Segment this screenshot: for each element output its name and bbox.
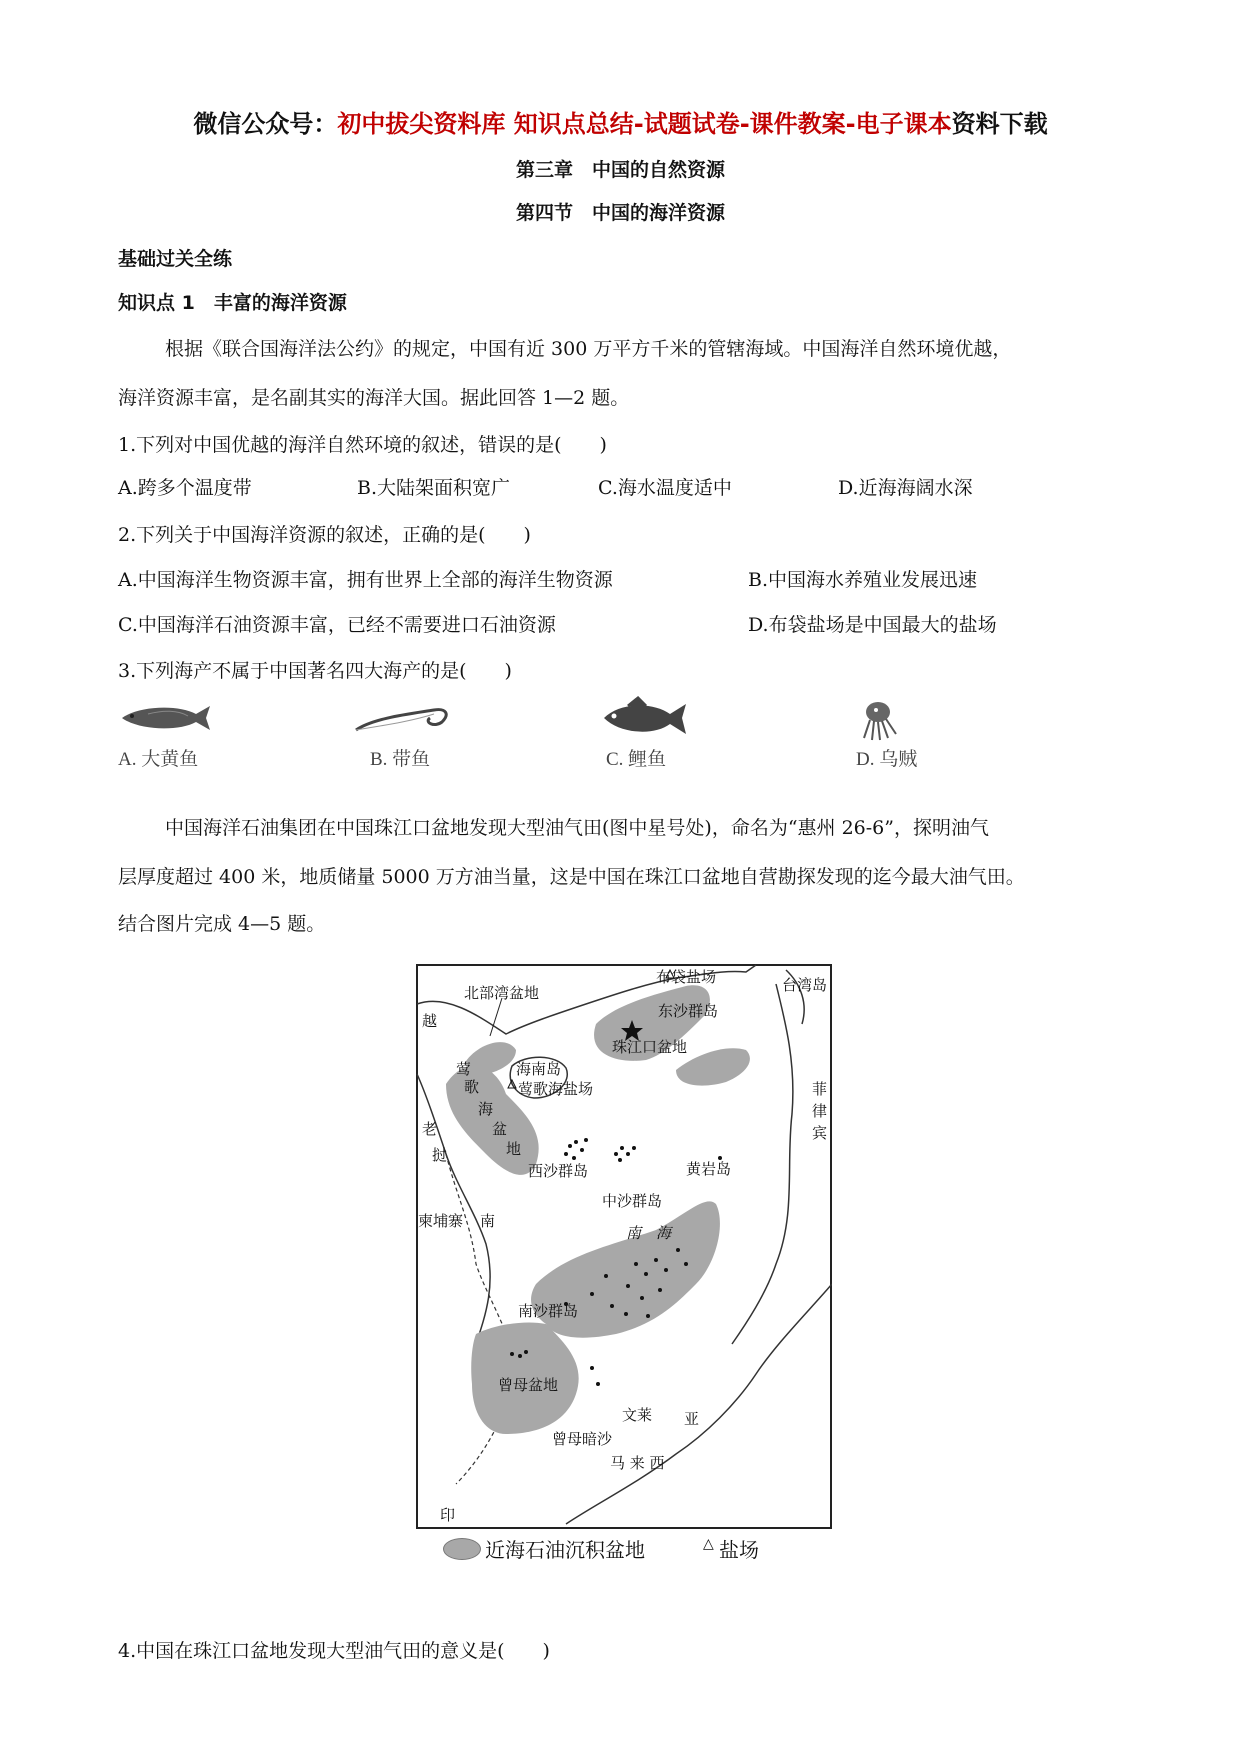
q3-option-a: A. 大黄鱼: [118, 749, 199, 770]
label-zengmuansha: 曾母暗沙: [552, 1430, 613, 1448]
q1-option-a: A.跨多个温度带: [118, 477, 252, 499]
label-xisha: 西沙群岛: [528, 1162, 589, 1180]
q2-option-b: B.中国海水养殖业发展迅速: [748, 569, 978, 591]
q2-option-d: D.布袋盐场是中国最大的盐场: [748, 614, 997, 636]
q3-option-c: C. 鲤鱼: [606, 749, 667, 770]
q2-option-a: A.中国海洋生物资源丰富，拥有世界上全部的海洋生物资源: [118, 569, 613, 591]
q2-stem: 2.下列关于中国海洋资源的叙述，正确的是( ): [118, 524, 531, 546]
label-dongsha: 东沙群岛: [658, 1002, 719, 1020]
q1-stem: 1.下列对中国优越的海洋自然环境的叙述，错误的是( ): [118, 434, 607, 456]
legend-salt-triangle-icon: △: [703, 1536, 714, 1552]
label-yin: 印: [440, 1506, 456, 1524]
label-hainan: 海南岛: [516, 1060, 562, 1078]
header-red-text: 初中拔尖资料库 知识点总结-试题试卷-课件教案-电子课本: [337, 110, 952, 138]
yellow-croaker-image: [118, 700, 212, 736]
q3-option-b: B. 带鱼: [370, 749, 431, 770]
label-yinggehai-salt: 莺歌海盐场: [518, 1080, 594, 1098]
label-lv: 律: [812, 1102, 828, 1120]
q1-option-d: D.近海海阔水深: [838, 477, 973, 499]
label-nanhai: 南 海: [626, 1224, 672, 1242]
label-lao: 老: [422, 1120, 438, 1138]
q1-option-b: B.大陆架面积宽广: [357, 477, 511, 499]
passage2-line-1: 中国海洋石油集团在中国珠江口盆地发现大型油气田(图中星号处)，命名为“惠州 26-6”，探明油气: [165, 817, 989, 839]
legend-basin-label: 近海石油沉积盆地: [485, 1540, 645, 1562]
page-header: [0, 104, 1241, 139]
south-china-sea-map: [416, 964, 832, 1529]
label-jianpuzhai: 柬埔寨: [418, 1212, 464, 1230]
label-di: 地: [506, 1140, 522, 1158]
carp-image: [598, 696, 690, 740]
q2-option-c: C.中国海洋石油资源丰富，已经不需要进口石油资源: [118, 614, 556, 636]
map-legend: [443, 1534, 843, 1564]
passage2-line-3: 结合图片完成 4—5 题。: [118, 913, 326, 935]
header-prefix: 微信公众号：: [193, 110, 338, 138]
label-wenlai: 文莱: [622, 1406, 653, 1424]
legend-basin-swatch: [443, 1538, 481, 1560]
label-huangyan: 黄岩岛: [686, 1160, 732, 1178]
label-budai: 布袋盐场: [656, 968, 717, 986]
label-malaixi: 马 来 西: [610, 1454, 665, 1472]
knowledge-point-title: 知识点 1 丰富的海洋资源: [118, 292, 347, 314]
label-zhujiang: 珠江口盆地: [612, 1038, 688, 1056]
label-taiwan: 台湾岛: [782, 976, 828, 994]
label-zengmu: 曾母盆地: [498, 1376, 559, 1394]
q4-stem: 4.中国在珠江口盆地发现大型油气田的意义是( ): [118, 1640, 550, 1662]
label-bin: 宾: [812, 1124, 828, 1142]
hairtail-image: [354, 700, 454, 740]
label-fei: 菲: [812, 1080, 828, 1098]
label-zhongsha: 中沙群岛: [602, 1192, 663, 1210]
cuttlefish-image: [856, 694, 912, 744]
chapter-title: 第三章 中国的自然资源: [515, 159, 725, 181]
header-suffix: 资料下载: [951, 110, 1048, 138]
label-hai: 海: [478, 1100, 494, 1118]
label-pen: 盆: [492, 1120, 508, 1138]
q1-option-c: C.海水温度适中: [598, 477, 732, 499]
q3-stem: 3.下列海产不属于中国著名四大海产的是( ): [118, 660, 512, 682]
label-nansha: 南沙群岛: [518, 1302, 579, 1320]
q3-option-d: D. 乌贼: [856, 749, 918, 770]
label-beibu: 北部湾盆地: [464, 984, 540, 1002]
intro-line-1: 根据《联合国海洋法公约》的规定，中国有近 300 万平方千米的管辖海域。中国海洋自然环境优越，: [165, 338, 1012, 360]
intro-line-2: 海洋资源丰富，是名副其实的海洋大国。据此回答 1—2 题。: [118, 387, 630, 409]
part-title: 基础过关全练: [118, 248, 233, 270]
label-wo: 挝: [432, 1146, 448, 1164]
label-nan: 南: [480, 1212, 496, 1230]
section-title: 第四节 中国的海洋资源: [515, 202, 725, 224]
label-ge: 歌: [464, 1078, 480, 1096]
label-yue: 越: [422, 1012, 438, 1030]
label-ying: 莺: [456, 1060, 472, 1078]
legend-salt-label: 盐场: [719, 1540, 759, 1562]
label-ya: 亚: [684, 1410, 700, 1428]
passage2-line-2: 层厚度超过 400 米，地质储量 5000 万方油当量，这是中国在珠江口盆地自营勘探发现的迄今最大油气田。: [118, 866, 1025, 888]
